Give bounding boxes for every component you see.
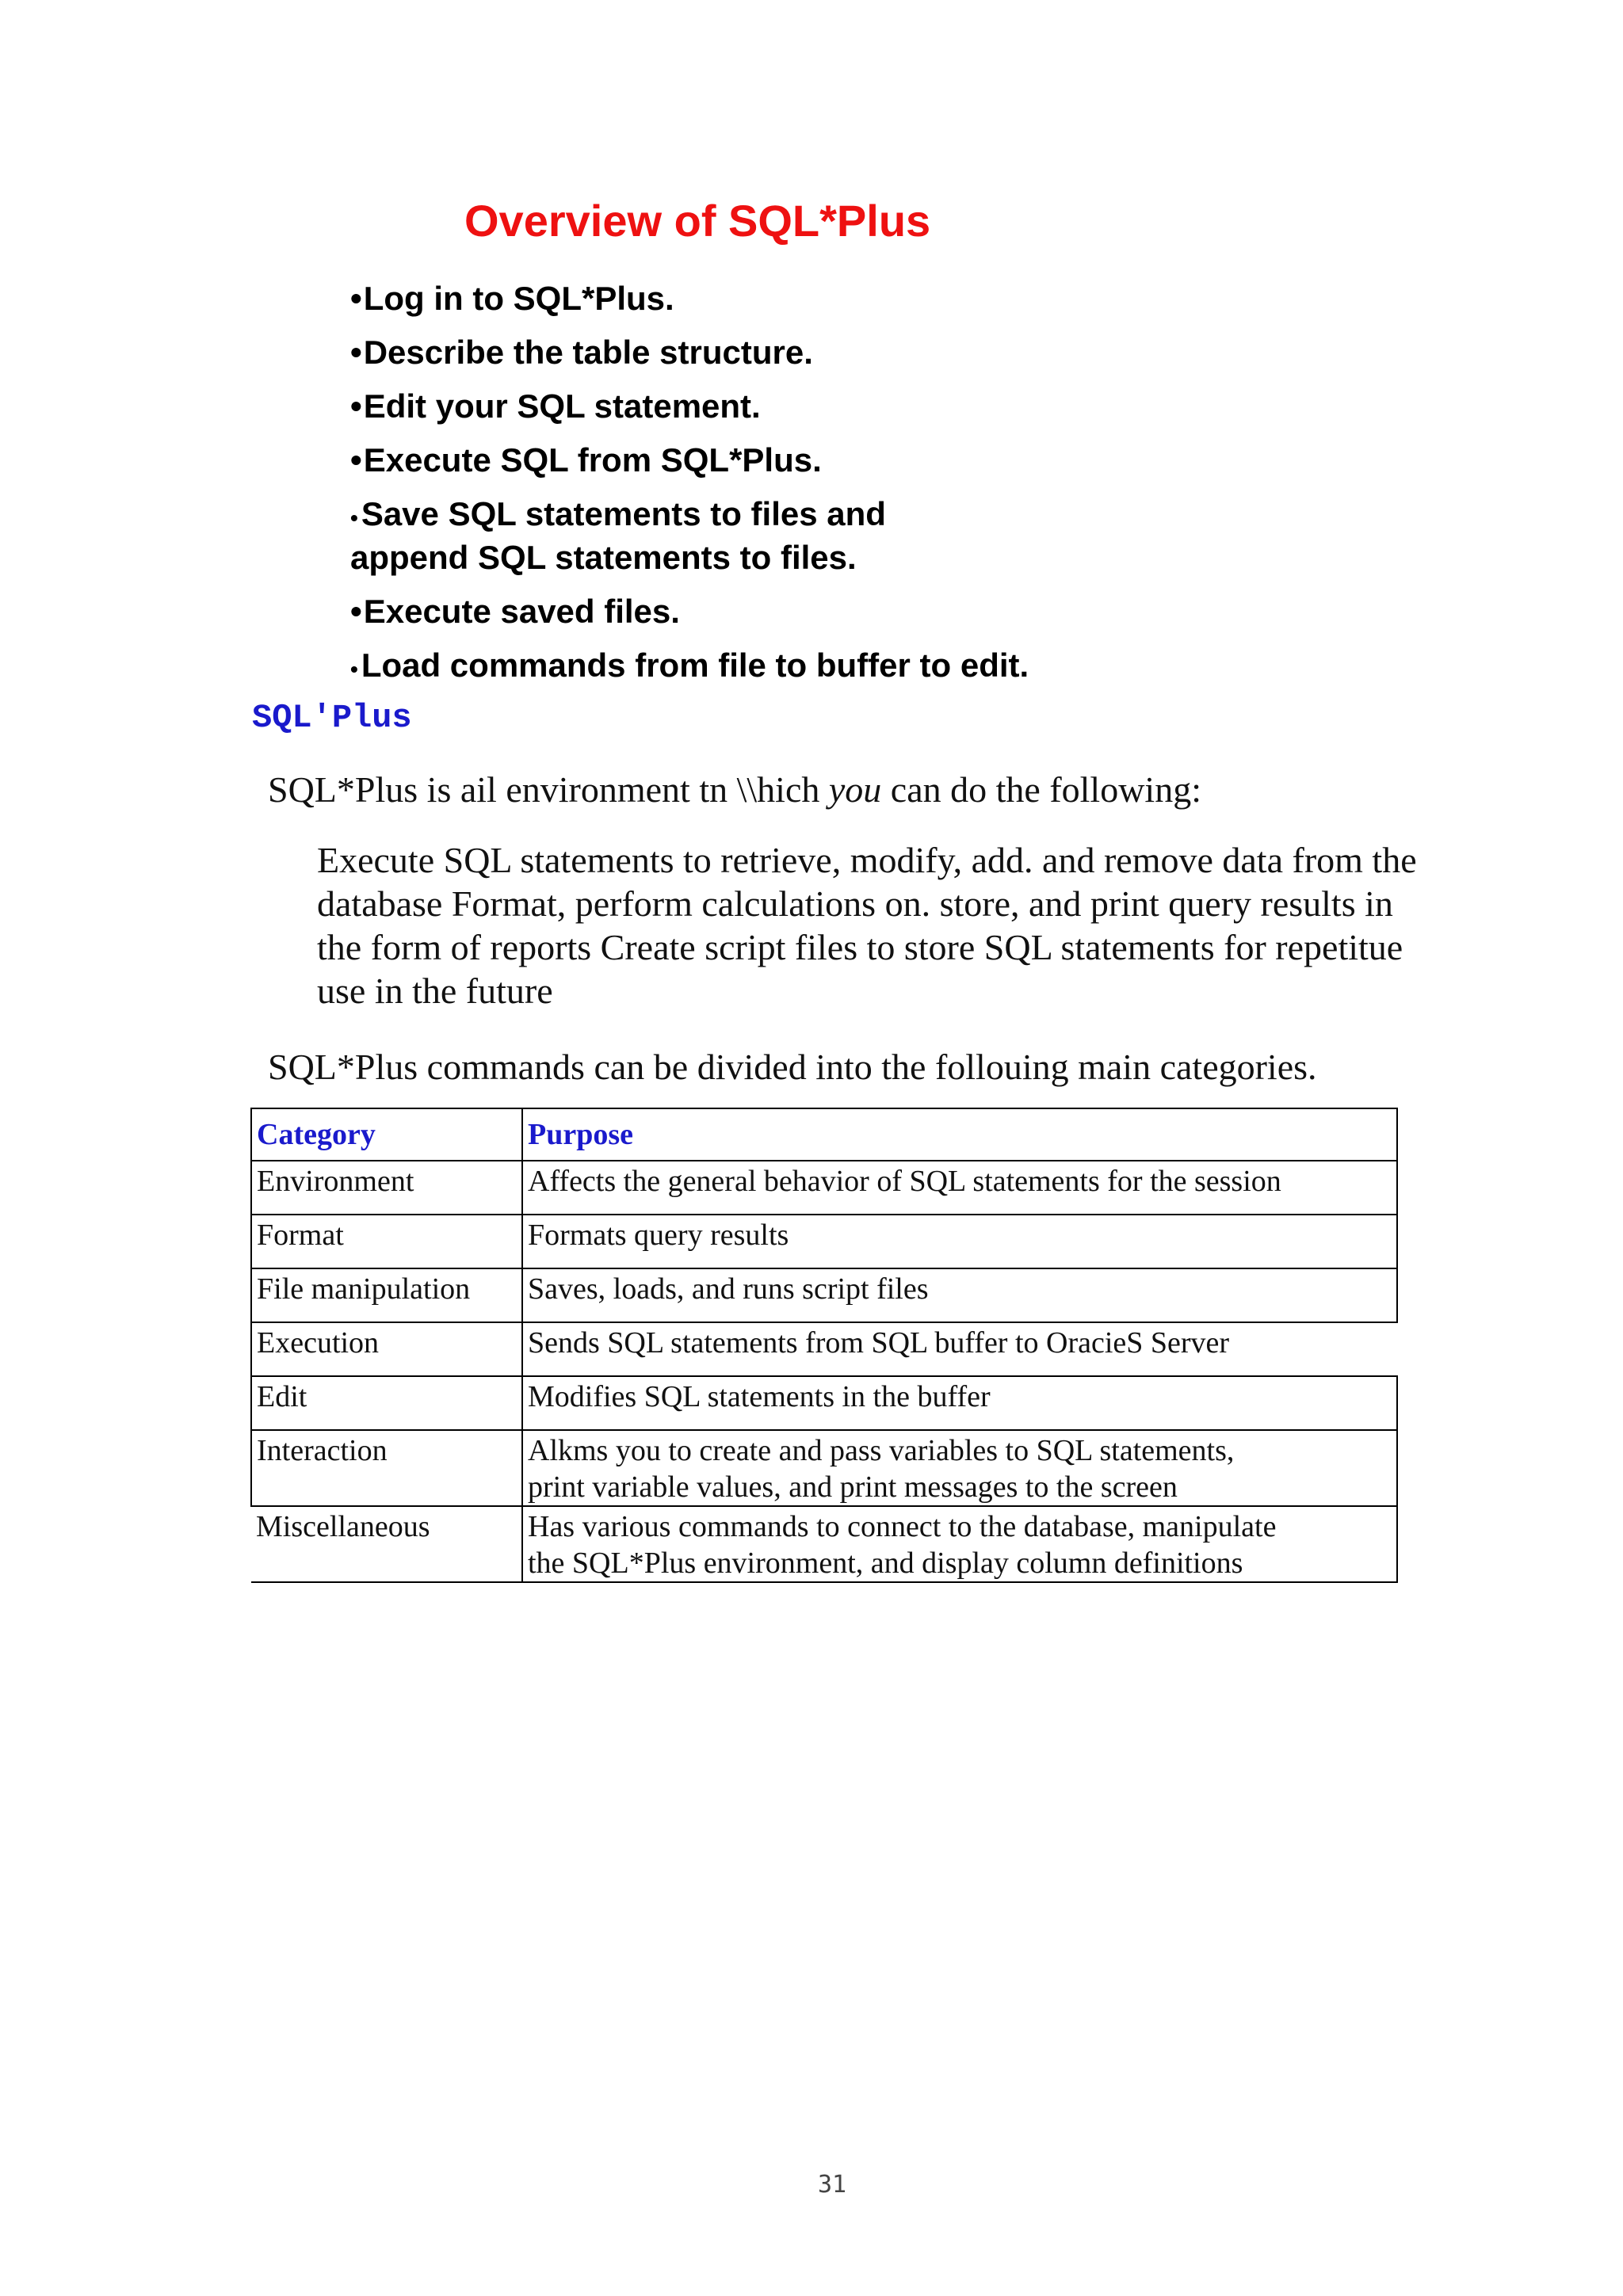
cell-category: Format — [251, 1215, 522, 1268]
cell-purpose-line2: print variable values, and print messages to the screen — [528, 1470, 1178, 1504]
list-item — [350, 441, 1143, 480]
list-item — [350, 279, 1143, 318]
cell-category: Environment — [251, 1161, 522, 1215]
section-heading: SQL'Plus — [252, 699, 412, 737]
bullet-icon: • — [350, 593, 362, 630]
list-item — [350, 333, 1143, 372]
cell-category: File manipulation — [251, 1268, 522, 1322]
list-item-text: Edit your SQL statement. — [363, 387, 761, 425]
header-purpose: Purpose — [522, 1108, 1397, 1161]
cell-category: Execution — [251, 1322, 522, 1376]
list-item — [350, 387, 1143, 426]
list-item — [350, 494, 1143, 578]
table-row — [251, 1376, 1397, 1430]
header-category: Category — [251, 1108, 522, 1161]
table-row — [251, 1430, 1397, 1506]
cell-category: Miscellaneous — [251, 1506, 522, 1582]
intro-text-italic: you — [828, 769, 882, 810]
cell-purpose: Saves, loads, and runs script files — [522, 1268, 1397, 1322]
capabilities-paragraph: Execute SQL statements to retrieve, modify, add. and remove data from the database Format, perform calculations on. store, and print query results in the form of reports Create script files to store SQL statements for repetitue use in the future — [317, 840, 1417, 1011]
cell-category: Interaction — [251, 1430, 522, 1506]
table-row — [251, 1215, 1397, 1268]
cell-purpose: Affects the general behavior of SQL statements for the session — [522, 1161, 1397, 1215]
list-item — [350, 646, 1143, 689]
cell-purpose-line1: Has various commands to connect to the database, manipulate — [528, 1510, 1277, 1543]
list-item-text: Describe the table structure. — [363, 334, 813, 371]
table-row — [251, 1322, 1397, 1376]
list-item-text-continued: append SQL statements to files. — [350, 539, 857, 576]
cell-purpose — [522, 1430, 1397, 1506]
cell-purpose: Formats query results — [522, 1215, 1397, 1268]
cell-purpose: Modifies SQL statements in the buffer — [522, 1376, 1397, 1430]
bullet-icon: • — [350, 334, 362, 371]
bullet-icon: • — [350, 280, 362, 317]
bullet-icon: • — [350, 441, 362, 479]
bullet-icon: • — [350, 657, 358, 681]
page-title: Overview of SQL*Plus — [464, 196, 931, 246]
cell-category: Edit — [251, 1376, 522, 1430]
list-item-text: Save SQL statements to files and — [361, 495, 886, 532]
page-number: 31 — [817, 2171, 847, 2199]
intro-sentence — [268, 769, 1201, 810]
cell-purpose-line2: the SQL*Plus environment, and display column definitions — [528, 1547, 1243, 1580]
categories-table — [250, 1108, 1398, 1583]
list-item-text: Load commands from file to buffer to edit. — [361, 646, 1029, 684]
objectives-list — [350, 279, 1143, 704]
table-header-row — [251, 1108, 1397, 1161]
list-item-text: Log in to SQL*Plus. — [363, 280, 674, 317]
cell-purpose: Sends SQL statements from SQL buffer to OracieS Server — [522, 1322, 1397, 1376]
table-row — [251, 1161, 1397, 1215]
cell-purpose — [522, 1506, 1397, 1582]
bullet-icon: • — [350, 387, 362, 425]
intro-text-before: SQL*Plus is ail environment tn \\hich — [268, 769, 829, 810]
table-row — [251, 1506, 1397, 1582]
list-item-text: Execute SQL from SQL*Plus. — [363, 441, 822, 479]
list-item — [350, 592, 1143, 631]
cell-purpose-line1: Alkms you to create and pass variables to SQL statements, — [528, 1434, 1235, 1467]
list-item-text: Execute saved files. — [363, 593, 680, 630]
bullet-icon: • — [350, 505, 358, 530]
table-row — [251, 1268, 1397, 1322]
categories-intro: SQL*Plus commands can be divided into the follouing main categories. — [268, 1047, 1317, 1087]
intro-text-after: can do the following: — [881, 769, 1201, 810]
